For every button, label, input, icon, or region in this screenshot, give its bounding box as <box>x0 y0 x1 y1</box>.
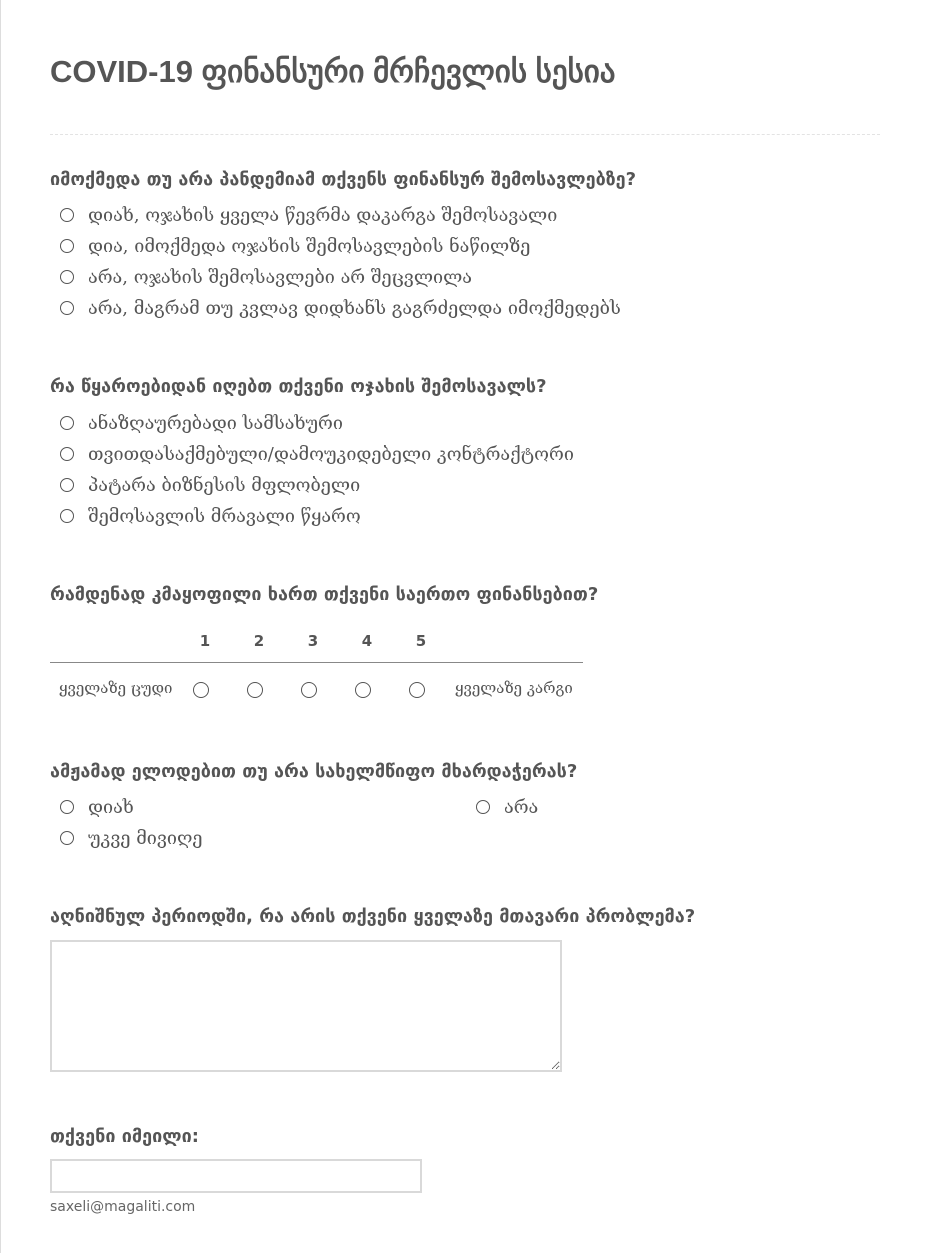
option-income-unchanged[interactable] <box>50 263 472 291</box>
radio-icon[interactable] <box>60 270 74 284</box>
scale-divider <box>50 662 583 663</box>
option-label: დიახ <box>88 796 134 818</box>
scale-radio-5[interactable] <box>409 682 425 698</box>
radio-icon[interactable] <box>60 447 74 461</box>
option-label: არა <box>504 796 539 818</box>
scale-radio-3[interactable] <box>301 682 317 698</box>
question-income-sources: რა წყაროებიდან იღებთ თქვენი ოჯახის შემოსავალს? <box>50 376 547 397</box>
option-income-future-impact[interactable] <box>50 294 621 322</box>
radio-icon[interactable] <box>476 800 490 814</box>
scale-number-4: 4 <box>361 632 373 650</box>
main-problem-textarea[interactable] <box>50 940 562 1072</box>
scale-low-label: ყველაზე ცუდი <box>59 679 173 697</box>
option-label: თვითდასაქმებული/დამოუკიდებელი კონტრაქტორი <box>88 443 574 465</box>
scale-number-1: 1 <box>199 632 211 650</box>
option-small-business-owner[interactable] <box>50 471 360 499</box>
scale-number-3: 3 <box>307 632 319 650</box>
option-support-yes[interactable] <box>50 793 134 821</box>
option-label: დია, იმოქმედა ოჯახის შემოსავლების ნაწილზე <box>88 235 531 257</box>
title-divider <box>50 134 880 135</box>
radio-icon[interactable] <box>60 831 74 845</box>
radio-icon[interactable] <box>60 416 74 430</box>
option-label: ანაზღაურებადი სამსახური <box>88 412 343 434</box>
option-multiple-sources[interactable] <box>50 502 361 530</box>
email-hint: saxeli@magaliti.com <box>50 1199 196 1215</box>
scale-number-5: 5 <box>415 632 427 650</box>
option-paid-job[interactable] <box>50 409 343 437</box>
form-title: COVID-19 ფინანსური მრჩევლის სესია <box>50 54 616 89</box>
scale-high-label: ყველაზე კარგი <box>455 679 573 697</box>
option-income-partial[interactable] <box>50 232 530 260</box>
option-label: დიახ, ოჯახის ყველა წევრმა დაკარგა შემოსავალი <box>88 204 558 226</box>
radio-icon[interactable] <box>60 301 74 315</box>
question-satisfaction: რამდენად კმაყოფილი ხართ თქვენი საერთო ფინანსებით? <box>50 584 599 605</box>
radio-icon[interactable] <box>60 800 74 814</box>
option-label: შემოსავლის მრავალი წყარო <box>88 505 361 527</box>
radio-icon[interactable] <box>60 239 74 253</box>
page-left-border <box>0 0 1 1253</box>
question-main-problem: აღნიშნულ პერიოდში, რა არის თქვენი ყველაზე მთავარი პრობლემა? <box>50 906 696 927</box>
radio-icon[interactable] <box>60 208 74 222</box>
email-input[interactable] <box>50 1159 422 1193</box>
radio-icon[interactable] <box>60 509 74 523</box>
option-income-lost-all[interactable] <box>50 201 557 229</box>
scale-radio-4[interactable] <box>355 682 371 698</box>
option-support-received[interactable] <box>50 824 203 852</box>
option-label: არა, მაგრამ თუ კვლავ დიდხანს გაგრძელდა იმოქმედებს <box>88 297 621 319</box>
option-self-employed[interactable] <box>50 440 574 468</box>
option-label: უკვე მივიღე <box>88 827 203 849</box>
option-label: არა, ოჯახის შემოსავლები არ შეცვლილა <box>88 266 473 288</box>
scale-radio-1[interactable] <box>193 682 209 698</box>
question-email: თქვენი იმეილი: <box>50 1126 199 1147</box>
scale-number-2: 2 <box>253 632 265 650</box>
option-label: პატარა ბიზნესის მფლობელი <box>88 474 361 496</box>
question-state-support: ამჟამად ელოდებით თუ არა სახელმწიფო მხარდაჭერას? <box>50 761 578 782</box>
radio-icon[interactable] <box>60 478 74 492</box>
question-income-impact: იმოქმედა თუ არა პანდემიამ თქვენს ფინანსურ შემოსავლებზე? <box>50 169 637 190</box>
option-support-no[interactable] <box>466 793 538 821</box>
scale-radio-2[interactable] <box>247 682 263 698</box>
